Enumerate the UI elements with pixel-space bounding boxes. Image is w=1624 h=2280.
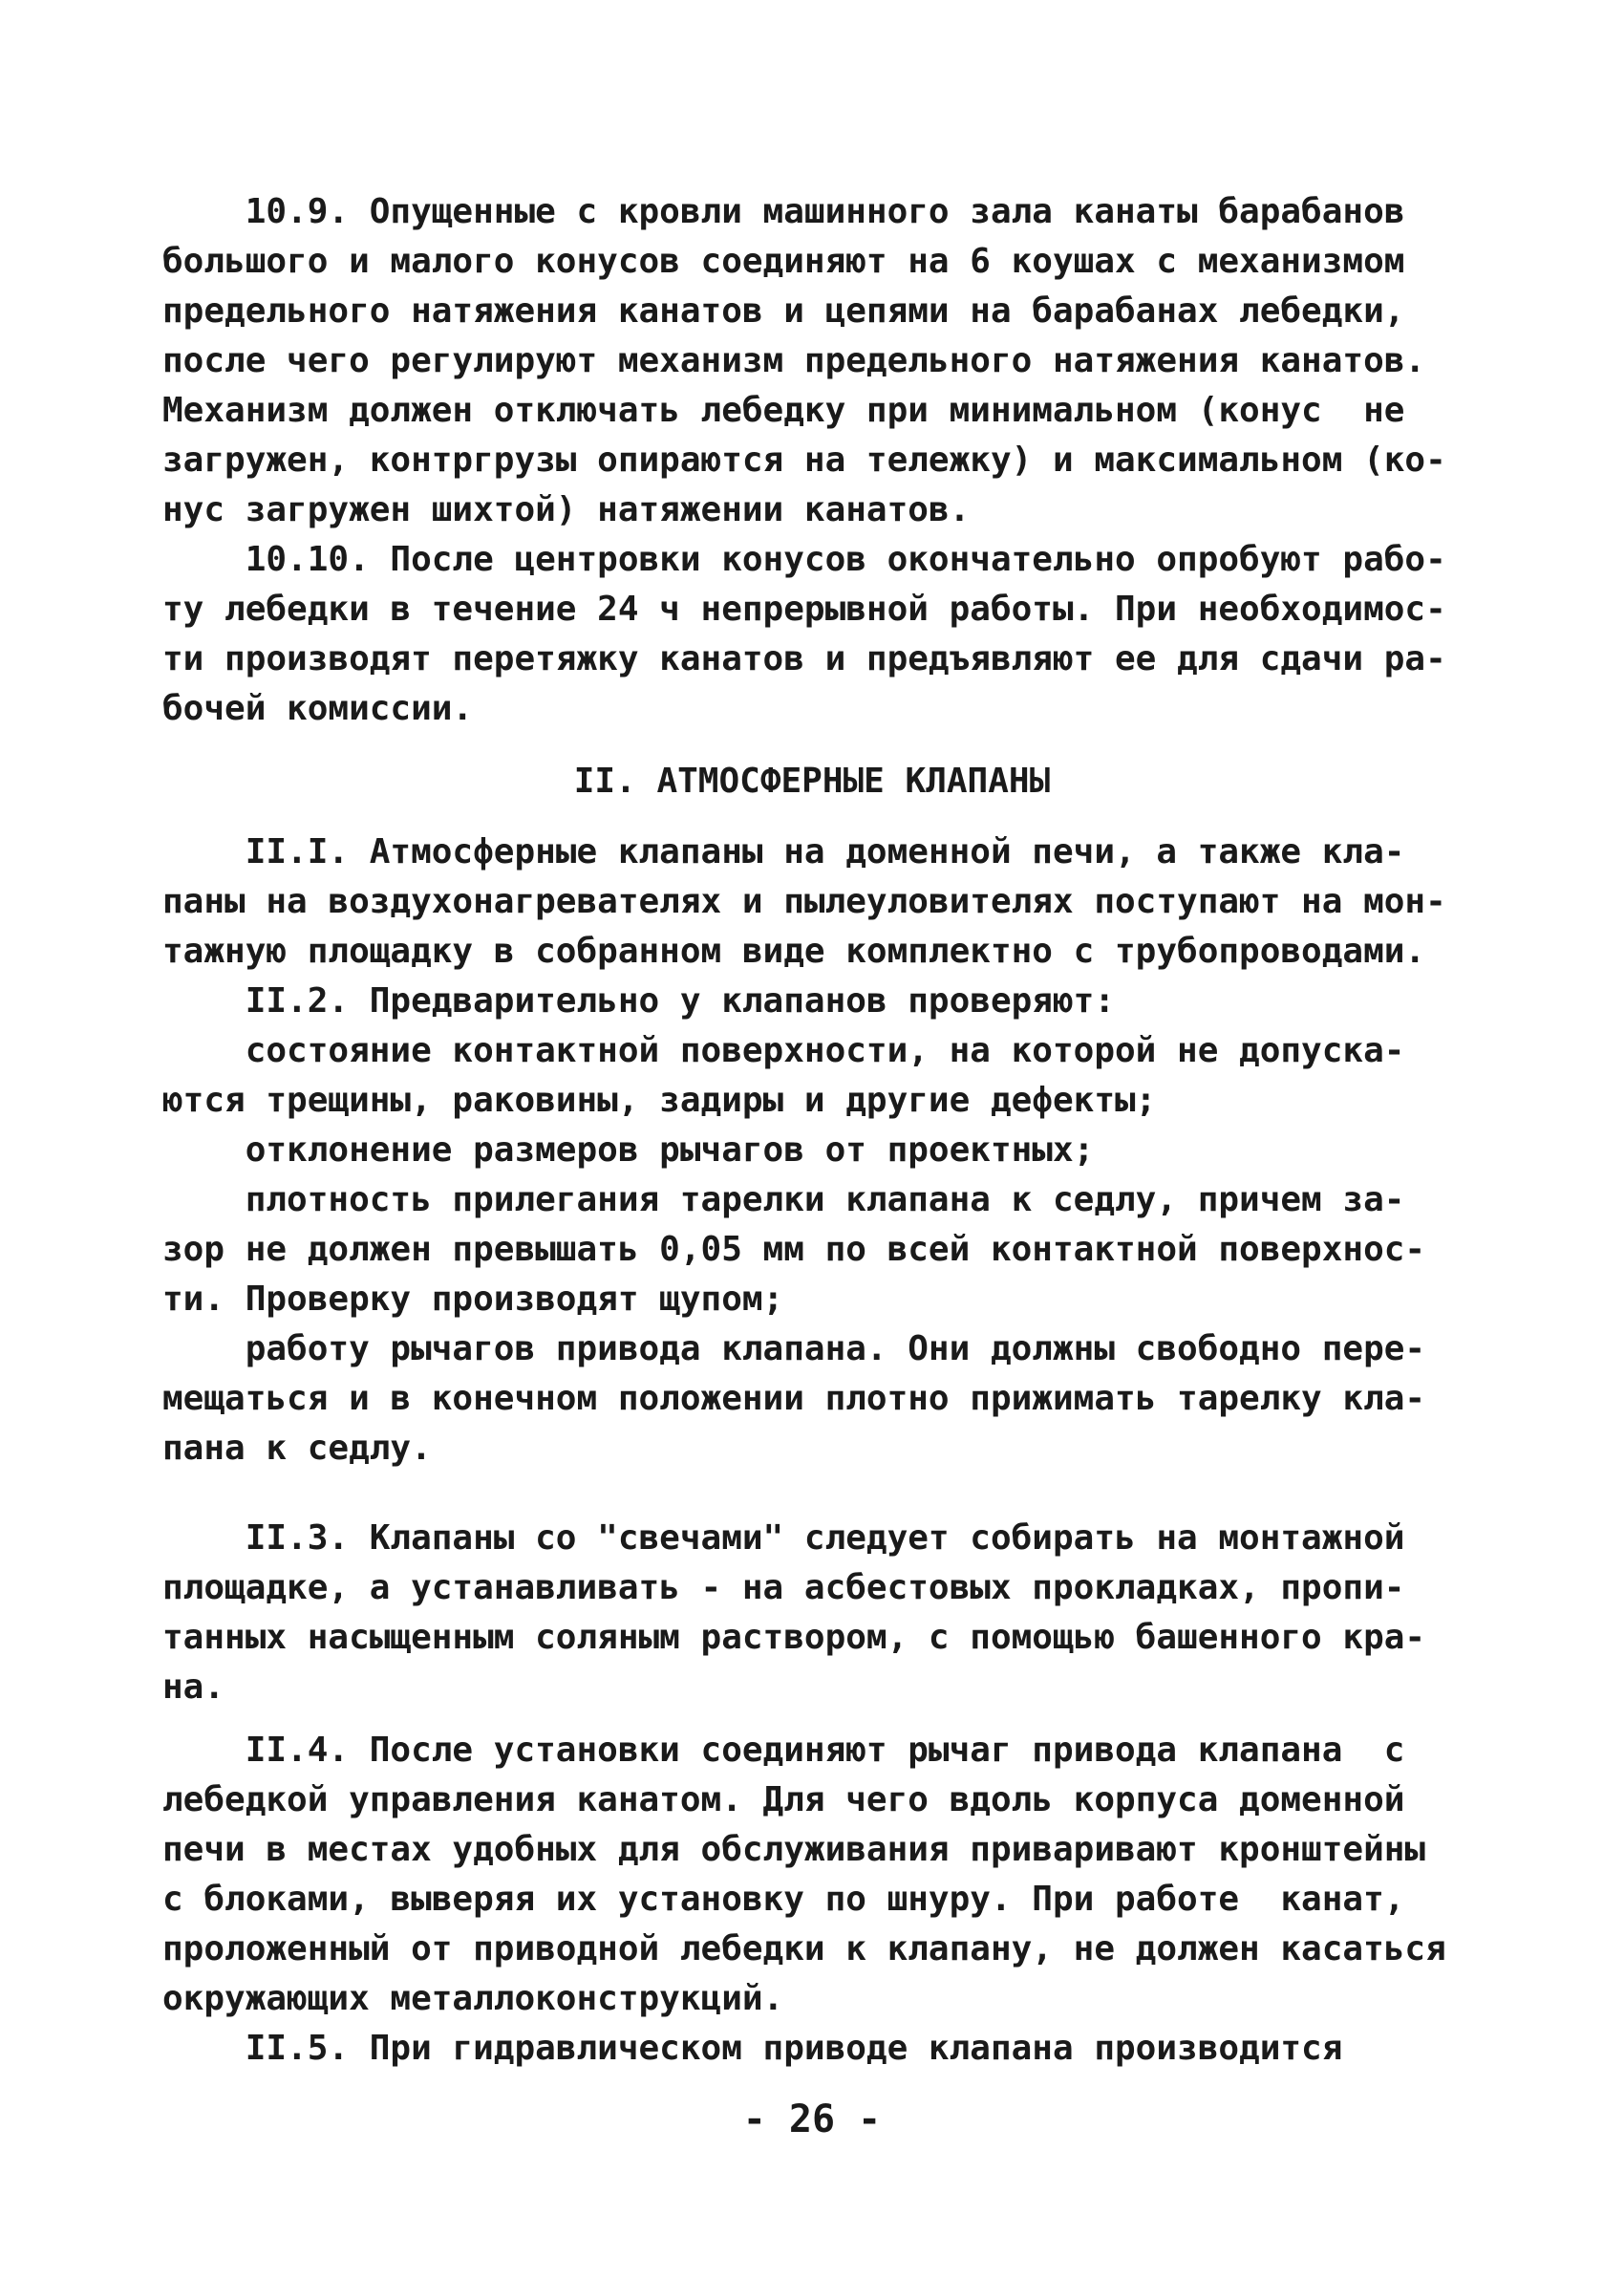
- text-line: загружен, контргрузы опираются на тележку) и максимальном (ко-: [162, 441, 1446, 480]
- paragraph-10-9: [162, 187, 1462, 535]
- text-line: танных насыщенным соляным раствором, с помощью башенного кра-: [162, 1618, 1426, 1657]
- text-line: предельного натяжения канатов и цепями на барабанах лебедки,: [162, 291, 1405, 331]
- text-line: 10.10. После центровки конусов окончательно опробуют рабо-: [162, 540, 1446, 579]
- text-line: площадке, а устанавливать - на асбестовых прокладках, пропи-: [162, 1568, 1405, 1607]
- text-line: бочей комиссии.: [162, 689, 474, 728]
- text-line: после чего регулируют механизм предельного натяжения канатов.: [162, 341, 1426, 380]
- paragraph-11-3: [162, 1514, 1462, 1712]
- paragraph-11-1: [162, 828, 1462, 1473]
- text-line: проложенный от приводной лебедки к клапану, не должен касаться: [162, 1929, 1446, 1968]
- text-line: II.5. При гидравлическом приводе клапана производится: [162, 2029, 1343, 2068]
- section-heading: II. АТМОСФЕРНЫЕ КЛАПАНЫ: [573, 762, 1051, 801]
- text-line: отклонение размеров рычагов от проектных;: [162, 1130, 1095, 1170]
- text-line: ту лебедки в течение 24 ч непрерывной работы. При необходимос-: [162, 590, 1446, 629]
- text-line: ются трещины, раковины, задиры и другие дефекты;: [162, 1081, 1157, 1120]
- paragraph-11-4: [162, 1726, 1462, 2074]
- text-line: II.I. Атмосферные клапаны на доменной печи, а также кла-: [162, 832, 1405, 871]
- text-line: II.3. Клапаны со "свечами" следует собирать на монтажной: [162, 1518, 1405, 1558]
- text-line: II.4. После установки соединяют рычаг привода клапана с: [162, 1731, 1405, 1770]
- text-line: 10.9. Опущенные с кровли машинного зала канаты барабанов: [162, 192, 1405, 231]
- text-line: ти производят перетяжку канатов и предъявляют ее для сдачи ра-: [162, 639, 1446, 678]
- text-line: пана к седлу.: [162, 1429, 432, 1468]
- text-line: плотность прилегания тарелки клапана к седлу, причем за-: [162, 1180, 1405, 1219]
- text-line: окружающих металлоконструкций.: [162, 1979, 784, 2018]
- text-line: состояние контактной поверхности, на которой не допуска-: [162, 1031, 1405, 1070]
- page-number: - 26 -: [742, 2097, 882, 2141]
- text-line: мещаться и в конечном положении плотно прижимать тарелку кла-: [162, 1379, 1426, 1418]
- text-line: Механизм должен отключать лебедку при минимальном (конус не: [162, 391, 1405, 430]
- text-line: II.2. Предварительно у клапанов проверяют:: [162, 981, 1115, 1021]
- text-line: паны на воздухонагревателях и пылеуловителях поступают на мон-: [162, 882, 1446, 921]
- text-line: работу рычагов привода клапана. Они должны свободно пере-: [162, 1329, 1426, 1368]
- text-line: ти. Проверку производят щупом;: [162, 1280, 784, 1319]
- text-line: тажную площадку в собранном виде комплектно с трубопроводами.: [162, 932, 1426, 971]
- text-line: большого и малого конусов соединяют на 6 коушах с механизмом: [162, 242, 1405, 281]
- text-line: с блоками, выверяя их установку по шнуру. При работе канат,: [162, 1880, 1405, 1919]
- text-line: лебедкой управления канатом. Для чего вдоль корпуса доменной: [162, 1780, 1405, 1819]
- text-line: печи в местах удобных для обслуживания приваривают кронштейны: [162, 1830, 1426, 1869]
- paragraph-10-10: [162, 535, 1462, 734]
- text-line: нус загружен шихтой) натяжении канатов.: [162, 490, 971, 529]
- text-line: зор не должен превышать 0,05 мм по всей контактной поверхнос-: [162, 1230, 1426, 1269]
- text-line: на.: [162, 1667, 225, 1707]
